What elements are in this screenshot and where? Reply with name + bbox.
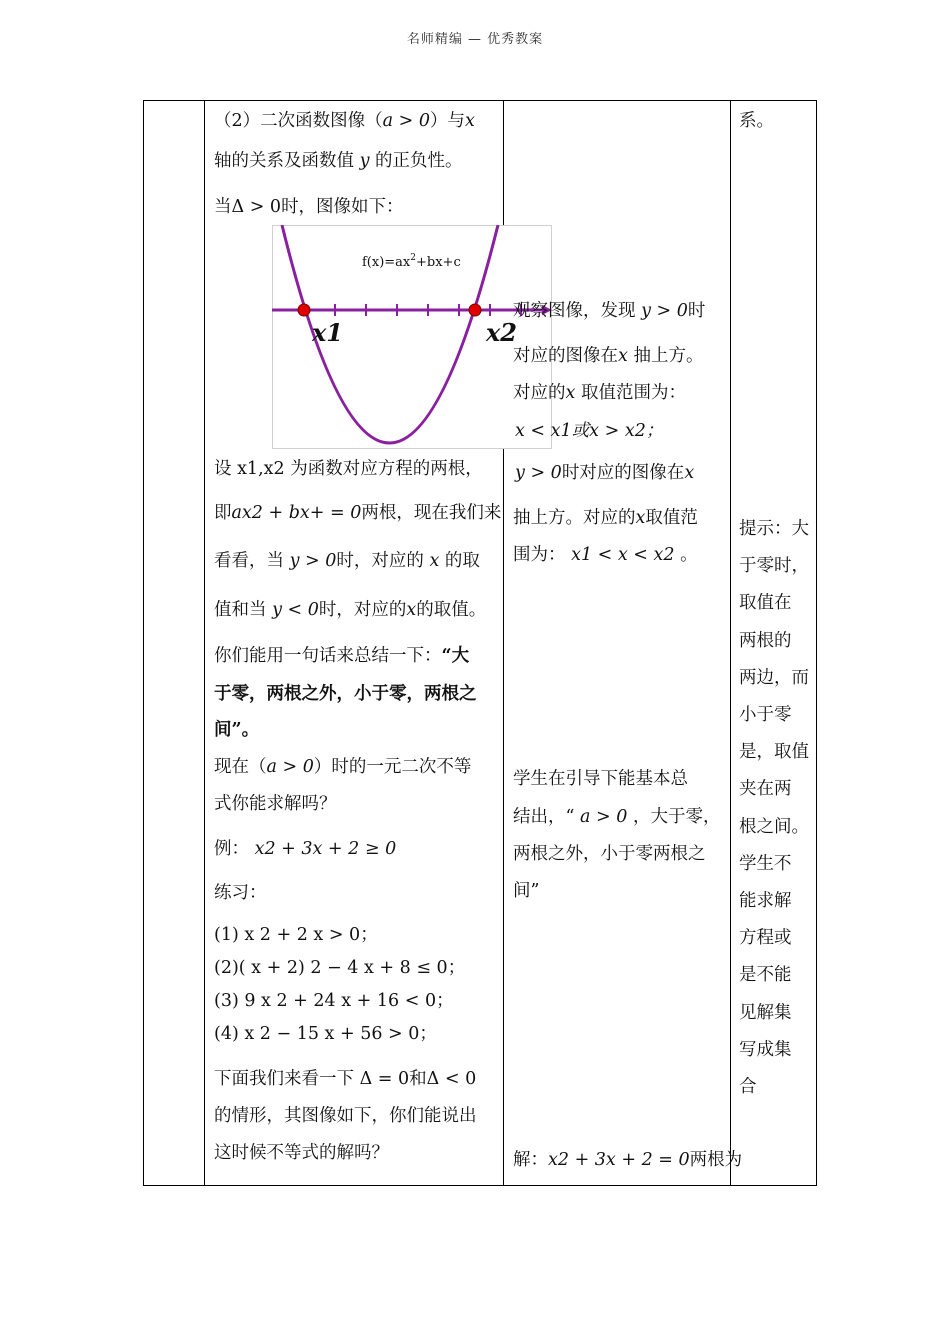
text-line: 轴的关系及函数值 y 的正负性。 [214,151,463,171]
notes-line: 是不能 [739,965,792,986]
notes-line: 合 [739,1077,757,1097]
text-line: 这时候不等式的解吗？ [214,1143,389,1163]
notes-line: 两根的 [739,630,792,651]
notes-line: 夹在两 [739,779,792,800]
text-line: 的情形，其图像如下，你们能说出 [214,1106,477,1126]
column-1-cell [144,101,204,1185]
text-line: 你们能用一句话来总结一下：“大 [214,646,470,666]
text-line: y > 0时对应的图像在x [515,463,695,483]
text-line: 间” [513,881,540,901]
text-line: 例： x2 + 3x + 2 ≥ 0 [214,839,397,859]
text-line: x < x1或x > x2； [515,421,664,441]
text-line: 系。 [739,111,774,131]
lesson-table [143,100,817,1186]
notes-line: 于零时， [739,556,809,577]
student-activity-cell [503,101,743,1185]
text-line: 两根之外，小于零两根之 [513,844,706,864]
text-line: 设 x1,x2 为函数对应方程的两根， [214,459,483,479]
text-line: 抽上方。对应的x取值范 [513,508,698,528]
root-point-1 [298,304,310,316]
text-line: 值和当 y < 0时，对应的x的取值。 [214,600,487,620]
notes-line: 两边，而 [739,667,809,688]
root-point-2 [469,304,481,316]
page-header: 名师精编 — 优秀教案 [406,32,544,47]
text-line: 现在（a > 0）时的一元二次不等 [214,757,472,777]
text-line: 当Δ > 0时，图像如下： [214,197,404,217]
text-line: 即ax2 + bx+ = 0两根，现在我们来 [214,503,502,523]
text-line: 围为： x1 < x < x2 。 [513,545,698,565]
text-line: 结出，“ a > 0 ，大于零， [513,807,721,827]
notes-line: 提示：大 [739,519,809,539]
notes-line: 小于零 [739,705,792,725]
text-line: 对应的图像在x 抽上方。 [513,346,704,366]
notes-line: 根之间。 [739,816,809,837]
exercise-item: (4) x 2 − 15 x + 56 > 0； [214,1024,437,1044]
notes-line: 见解集 [739,1002,792,1023]
text-line: 间”。 [214,720,260,740]
text-line: 对应的x 取值范围为： [513,383,686,403]
notes-line: 是，取值 [739,742,809,763]
notes-line: 取值在 [739,593,792,614]
notes-line: 学生不 [739,853,792,874]
root-label-x2: x2 [486,318,518,347]
notes-line: 方程或 [739,928,792,949]
text-line: 于零，两根之外，小于零，两根之 [214,684,477,704]
exercise-item: (1) x 2 + 2 x > 0； [214,925,378,945]
text-line: 练习： [214,883,267,903]
text-line: 下面我们来看一下 Δ = 0和Δ < 0 [214,1069,477,1089]
text-line: 式你能求解吗？ [214,794,337,814]
notes-line: 写成集 [739,1039,792,1060]
function-label: $f(x)=ax^2+bx+c$ [362,253,461,270]
exercise-item: (2)( x + 2) 2 − 4 x + 8 ≤ 0； [214,958,466,978]
text-line: 解：x2 + 3x + 2 = 0两根为 [513,1150,743,1170]
notes-line: 能求解 [739,891,792,911]
root-label-x1: x1 [312,318,344,347]
design-notes-cell [730,101,816,1185]
text-line: 观察图像，发现 y > 0时 [513,301,706,321]
text-line: 学生在引导下能基本总 [513,769,688,789]
text-line: （2）二次函数图像（a > 0）与x [214,111,475,131]
exercise-item: (3) 9 x 2 + 24 x + 16 < 0； [214,991,454,1011]
teacher-content-cell [204,101,518,1185]
text-line: 看看，当 y > 0时，对应的 x 的取 [214,551,480,571]
